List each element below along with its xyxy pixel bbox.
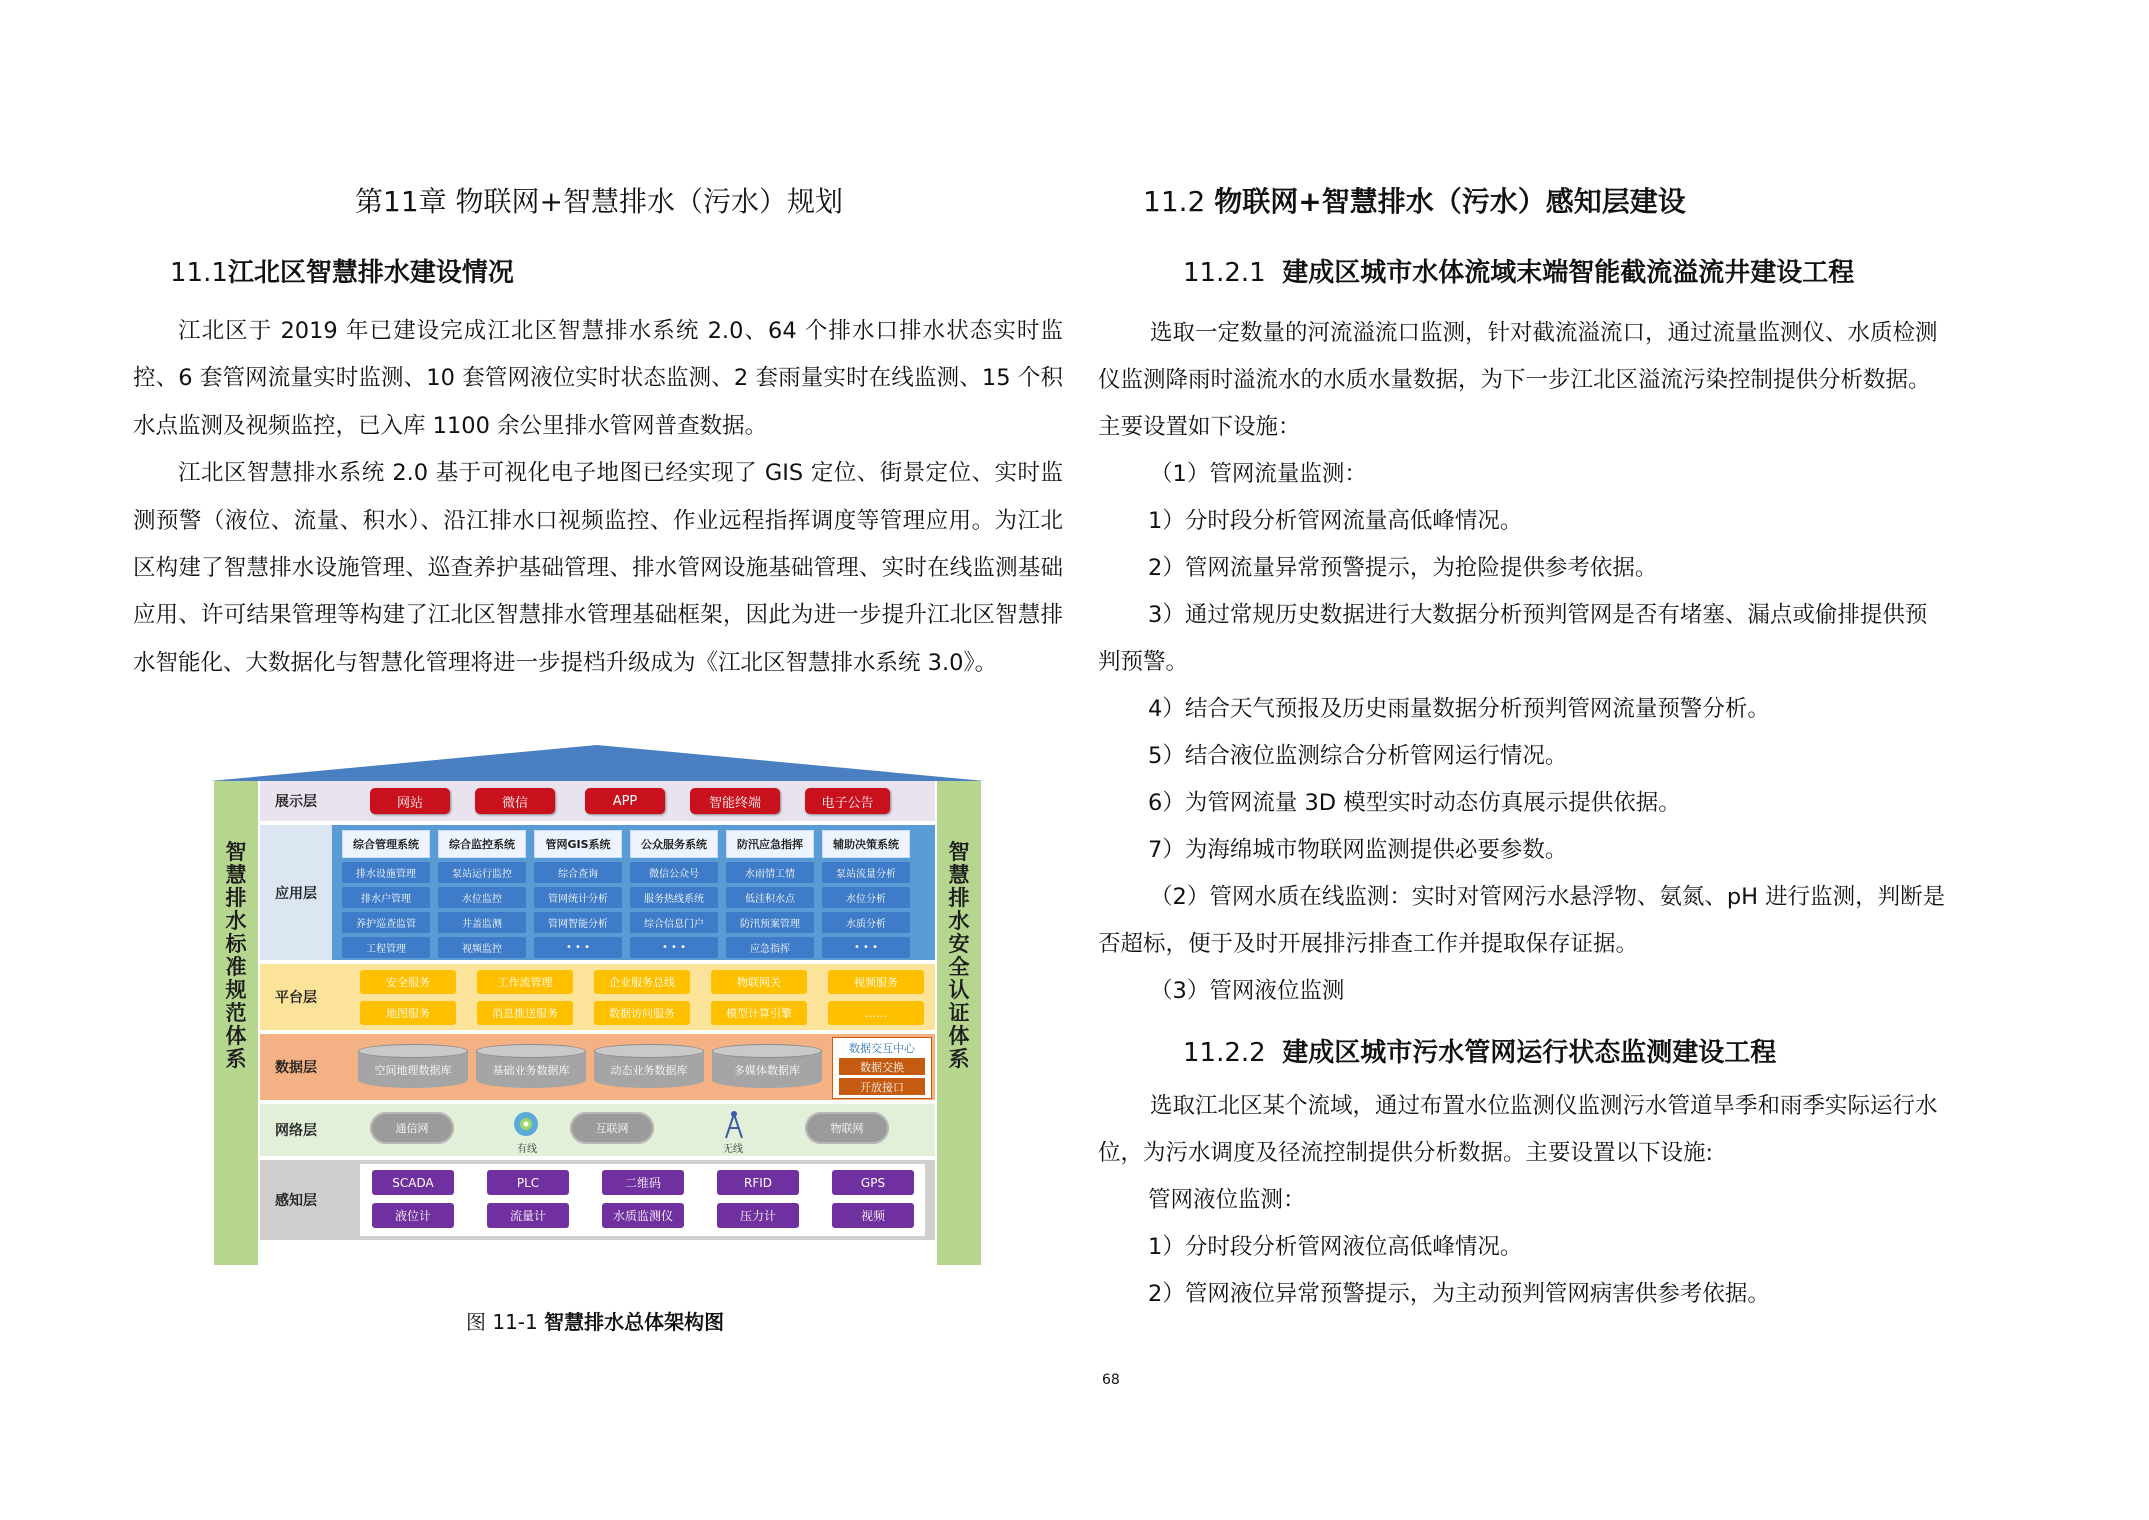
app-column-head: 辅助决策系统 — [822, 830, 910, 858]
sense-item: 视频 — [832, 1203, 914, 1228]
side-char: 规 — [225, 978, 247, 1002]
network-cloud: 互联网 — [570, 1112, 654, 1144]
layer-label: 网络层 — [275, 1123, 317, 1139]
app-column — [438, 830, 526, 958]
display-layer — [260, 781, 935, 821]
roof-shape — [210, 745, 985, 781]
sense-item: 流量计 — [487, 1203, 569, 1228]
text-line: 选取江北区某个流域，通过布置水位监测仪监测污水管道旱季和雨季实际运行水 — [1150, 1093, 1938, 1119]
paragraph: 江北区于 2019 年已建设完成江北区智慧排水系统 2.0、64 个排水口排水状态实时监控、6 套管网流量实时监测、10 套管网液位实时状态监测、2 套雨量实时在线监测、15 个积水点监测及视频监控，已入库 1100 余公里排水管网普查数据。 — [133, 318, 1063, 439]
app-item: 服务热线系统 — [630, 887, 718, 908]
right-side-label — [937, 841, 981, 1071]
section-heading-11-1 — [170, 252, 514, 289]
exchange-title: 数据交互中心 — [849, 1042, 915, 1055]
display-item: 网站 — [370, 788, 450, 814]
platform-item: 安全服务 — [360, 970, 456, 994]
platform-item: 模型计算引擎 — [711, 1001, 807, 1025]
network-layer — [260, 1104, 935, 1156]
cylinder-top — [594, 1044, 704, 1058]
section-number: 11.2 — [1143, 185, 1206, 218]
text-line: 6）为管网流量 3D 模型实时动态仿真展示提供依据。 — [1148, 790, 1681, 816]
app-item: 养护巡查监管 — [342, 912, 430, 933]
app-column — [726, 830, 814, 958]
chapter-title: 第11章 物联网+智慧排水（污水）规划 — [355, 185, 843, 218]
sense-item: 水质监测仪 — [602, 1203, 684, 1228]
right-side-bar — [937, 781, 981, 1265]
figure-number: 图 11-1 — [466, 1310, 538, 1334]
app-item: 泵站流量分析 — [822, 862, 910, 883]
text-line: 判预警。 — [1098, 649, 1189, 675]
wired-label: 有线 — [517, 1144, 537, 1155]
app-item: 排水户管理 — [342, 887, 430, 908]
text-line: 2）管网流量异常预警提示，为抢险提供参考依据。 — [1148, 555, 1658, 581]
layer-label: 感知层 — [275, 1193, 317, 1209]
display-item: 智能终端 — [690, 788, 780, 814]
sense-item: GPS — [832, 1170, 914, 1195]
subsection-heading-11-2-2 — [1183, 1032, 1776, 1069]
subsection-title: 建成区城市污水管网运行状态监测建设工程 — [1282, 1038, 1777, 1068]
app-item: 管网统计分析 — [534, 887, 622, 908]
display-item: APP — [585, 788, 665, 814]
app-item: 水位分析 — [822, 887, 910, 908]
database-cylinder — [358, 1042, 468, 1092]
platform-item: 数据访问服务 — [594, 1001, 690, 1025]
side-char: 体 — [225, 1024, 247, 1048]
side-char: 范 — [225, 1001, 247, 1025]
platform-item: 企业服务总线 — [594, 970, 690, 994]
app-item: 井盖监测 — [438, 912, 526, 933]
architecture-diagram — [210, 745, 985, 1265]
app-column — [630, 830, 718, 958]
side-char: 系 — [225, 1047, 247, 1071]
database-label: 空间地理数据库 — [374, 1064, 452, 1077]
text-line: 4）结合天气预报及历史雨量数据分析预判管网流量预警分析。 — [1148, 696, 1770, 722]
app-item: 应急指挥 — [726, 937, 814, 958]
layer-label: 平台层 — [275, 990, 317, 1006]
app-column-head: 综合管理系统 — [342, 830, 430, 858]
side-char: 智 — [948, 840, 970, 864]
data-layer — [260, 1034, 935, 1100]
cylinder-top — [476, 1044, 586, 1058]
side-char: 慧 — [948, 863, 970, 887]
section-heading-11-2 — [1143, 180, 1686, 220]
database-cylinder — [594, 1042, 704, 1092]
app-column-head: 综合监控系统 — [438, 830, 526, 858]
text-line: 3）通过常规历史数据进行大数据分析预判管网是否有堵塞、漏点或偷排提供预 — [1148, 602, 1928, 628]
text-line: 仪监测降雨时溢流水的水质水量数据，为下一步江北区溢流污染控制提供分析数据。 — [1098, 367, 1931, 393]
text-line: 1）分时段分析管网流量高低峰情况。 — [1148, 508, 1523, 534]
app-column — [822, 830, 910, 958]
side-char: 体 — [948, 1024, 970, 1048]
side-char: 水 — [948, 909, 970, 933]
app-item: 水质分析 — [822, 912, 910, 933]
exchange-center — [832, 1037, 932, 1099]
subsection-number: 11.2.1 — [1183, 258, 1266, 288]
app-item: 水位监控 — [438, 887, 526, 908]
side-char: 标 — [225, 932, 247, 956]
left-side-bar — [214, 781, 258, 1265]
database-cylinder — [476, 1042, 586, 1092]
text-line: 2）管网液位异常预警提示，为主动预判管网病害供参考依据。 — [1148, 1281, 1770, 1307]
section-number: 11.1 — [170, 258, 228, 288]
text-line: 选取一定数量的河流溢流口监测，针对截流溢流口，通过流量监测仪、水质检测 — [1150, 320, 1938, 346]
network-cloud: 物联网 — [805, 1112, 889, 1144]
wireless-tower-icon — [722, 1108, 746, 1140]
sense-item: 压力计 — [717, 1203, 799, 1228]
section-title: 物联网+智慧排水（污水）感知层建设 — [1214, 185, 1686, 218]
text-line: 主要设置如下设施： — [1098, 414, 1301, 440]
app-column — [342, 830, 430, 958]
app-layer — [260, 825, 935, 960]
wired-network-icon — [512, 1110, 540, 1138]
app-item: 排水设施管理 — [342, 862, 430, 883]
left-body — [133, 308, 1063, 687]
paragraph: 江北区智慧排水系统 2.0 基于可视化电子地图已经实现了 GIS 定位、街景定位、实时监测预警（液位、流量、积水）、沿江排水口视频监控、作业远程指挥调度等管理应用。为江北区构建了智慧排水设施管理、巡查养护基础管理、排水管网设施基础管理、实时在线监测基础应用、许可结果管理等构建了江北区智慧排水管理基础框架，因此为进一步提升江北区智慧排水智能化、大数据化与智慧化管理将进一步提档升级成为《江北区智慧排水系统 3.0》。 — [133, 460, 1063, 676]
side-char: 安 — [948, 932, 970, 956]
app-item: 防汛预案管理 — [726, 912, 814, 933]
sense-item: 液位计 — [372, 1203, 454, 1228]
text-line: 1）分时段分析管网液位高低峰情况。 — [1148, 1234, 1523, 1260]
left-side-label — [214, 841, 258, 1071]
side-char: 排 — [225, 886, 247, 910]
sense-item: RFID — [717, 1170, 799, 1195]
database-cylinder — [712, 1042, 822, 1092]
platform-item: …… — [828, 1001, 924, 1025]
app-item: • • • — [822, 937, 910, 958]
layer-label: 数据层 — [275, 1060, 317, 1076]
app-item: • • • — [534, 937, 622, 958]
page-number: 68 — [1102, 1372, 1120, 1388]
subsection-number: 11.2.2 — [1183, 1038, 1266, 1068]
side-char: 证 — [948, 1001, 970, 1025]
app-item: 综合查询 — [534, 862, 622, 883]
platform-item: 消息推送服务 — [477, 1001, 573, 1025]
display-item: 微信 — [475, 788, 555, 814]
layer-label: 展示层 — [275, 794, 317, 810]
sense-item: 二维码 — [602, 1170, 684, 1195]
platform-layer — [260, 964, 935, 1030]
app-column — [534, 830, 622, 958]
sense-layer — [260, 1160, 935, 1240]
subsection-heading-11-2-1 — [1183, 252, 1854, 289]
app-column-head: 防汛应急指挥 — [726, 830, 814, 858]
section-title: 江北区智慧排水建设情况 — [227, 258, 514, 288]
network-cloud: 通信网 — [370, 1112, 454, 1144]
side-char: 全 — [948, 955, 970, 979]
layer-label: 应用层 — [260, 825, 332, 960]
text-line: 7）为海绵城市物联网监测提供必要参数。 — [1148, 837, 1568, 863]
database-label: 多媒体数据库 — [734, 1064, 800, 1077]
sense-item: PLC — [487, 1170, 569, 1195]
side-char: 排 — [948, 886, 970, 910]
figure-caption — [466, 1306, 724, 1335]
app-item: 泵站运行监控 — [438, 862, 526, 883]
app-item: 水雨情工情 — [726, 862, 814, 883]
exchange-item: 数据交换 — [839, 1058, 925, 1075]
app-item: 微信公众号 — [630, 862, 718, 883]
wireless-label: 无线 — [723, 1144, 743, 1155]
text-line: （3）管网液位监测 — [1150, 978, 1345, 1004]
display-item: 电子公告 — [805, 788, 890, 814]
platform-item: 工作流管理 — [477, 970, 573, 994]
platform-item: 地图服务 — [360, 1001, 456, 1025]
app-column-head: 管网GIS系统 — [534, 830, 622, 858]
app-column-head: 公众服务系统 — [630, 830, 718, 858]
app-item: 视频监控 — [438, 937, 526, 958]
side-char: 认 — [948, 978, 970, 1002]
sense-item: SCADA — [372, 1170, 454, 1195]
cylinder-top — [358, 1044, 468, 1058]
database-label: 基础业务数据库 — [492, 1064, 570, 1077]
side-char: 慧 — [225, 863, 247, 887]
side-char: 水 — [225, 909, 247, 933]
platform-item: 物联网关 — [711, 970, 807, 994]
app-item: 工程管理 — [342, 937, 430, 958]
cylinder-top — [712, 1044, 822, 1058]
database-label: 动态业务数据库 — [610, 1064, 688, 1077]
text-line: 管网液位监测： — [1148, 1187, 1306, 1213]
figure-title: 智慧排水总体架构图 — [544, 1310, 725, 1334]
side-char: 准 — [225, 955, 247, 979]
text-line: （1）管网流量监测： — [1150, 461, 1367, 487]
exchange-item: 开放接口 — [839, 1078, 925, 1095]
text-line: 位，为污水调度及径流控制提供分析数据。主要设置以下设施: — [1098, 1140, 1714, 1166]
platform-item: 视频服务 — [828, 970, 924, 994]
subsection-title: 建成区城市水体流域末端智能截流溢流井建设工程 — [1282, 258, 1855, 288]
text-line: 否超标，便于及时开展排污排查工作并提取保存证据。 — [1098, 931, 1639, 957]
text-line: 5）结合液位监测综合分析管网运行情况。 — [1148, 743, 1568, 769]
app-item: 管网智能分析 — [534, 912, 622, 933]
app-item: 低洼积水点 — [726, 887, 814, 908]
side-char: 智 — [225, 840, 247, 864]
side-char: 系 — [948, 1047, 970, 1071]
app-item: • • • — [630, 937, 718, 958]
app-item: 综合信息门户 — [630, 912, 718, 933]
text-line: （2）管网水质在线监测：实时对管网污水悬浮物、氨氮、pH 进行监测，判断是 — [1150, 884, 1946, 910]
